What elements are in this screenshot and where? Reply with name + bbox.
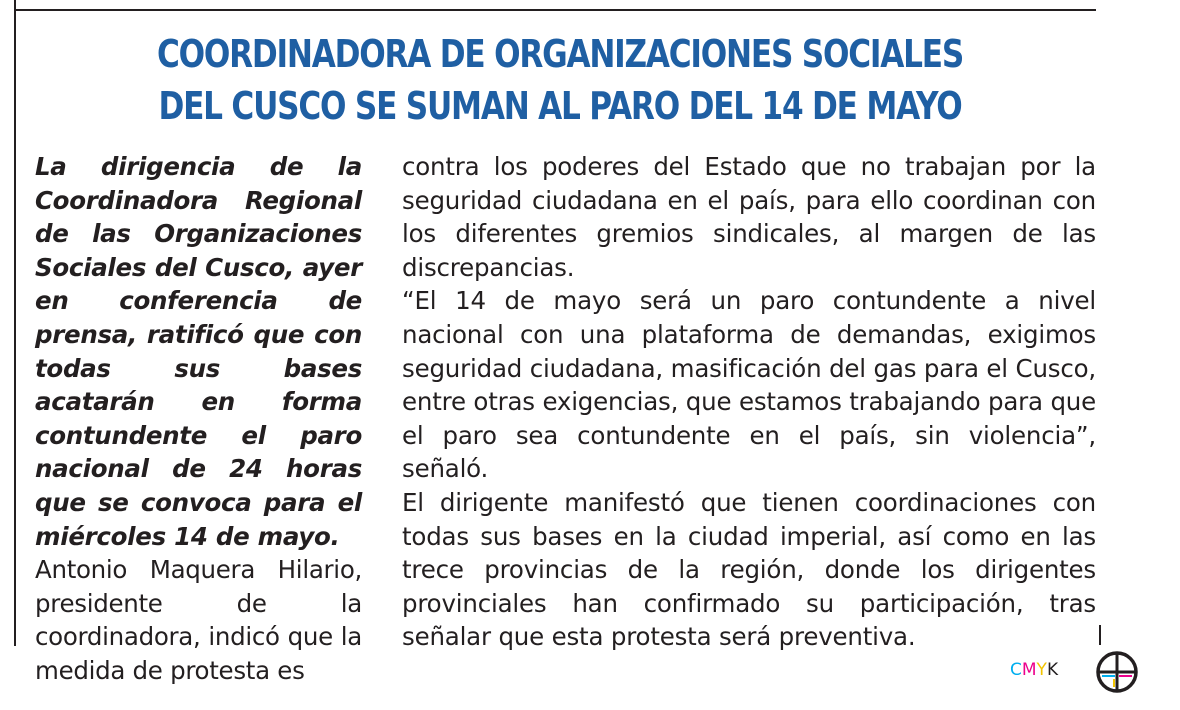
registration-mark-icon	[1094, 649, 1140, 695]
headline-line-1: COORDINADORA DE ORGANIZACIONES SOCIALES	[156, 32, 964, 76]
article-body-paragraph: El dirigente manifestó que tienen coordinaciones con todas sus bases en la ciudad imperial, así como en las trece provincias de la región, donde los dirigentes provinciales han confirmado su participación, tras señalar que esta protesta será preventiva.	[402, 487, 1096, 652]
top-border-rule	[14, 9, 1096, 11]
cmyk-k: K	[1046, 660, 1059, 680]
left-border-rule	[14, 0, 16, 646]
cmyk-c: C	[1010, 660, 1022, 680]
article-column-2	[402, 150, 1096, 654]
article-column-1	[35, 150, 362, 688]
article-body-paragraph: contra los poderes del Estado que no trabajan por la seguridad ciudadana en el país, para ello coordinan con los diferentes gremios sindicales, al margen de las discrepancias.	[402, 152, 1096, 282]
crop-tick-mark	[1099, 625, 1101, 645]
article-headline	[150, 28, 970, 132]
cmyk-m: M	[1021, 660, 1037, 680]
headline-line-2: DEL CUSCO SE SUMAN AL PARO DEL 14 DE MAYO	[158, 84, 962, 128]
article-lead: La dirigencia de la Coordinadora Regional de las Organizaciones Sociales del Cusco, ayer en conferencia de prensa, ratificó que con todas sus bases acatarán en forma contundente el paro nacional de 24 horas que se convoca para el miércoles 14 de mayo.	[35, 152, 362, 551]
cmyk-color-label	[1010, 660, 1058, 680]
cmyk-y: Y	[1036, 660, 1047, 680]
article-body-paragraph: Antonio Maquera Hilario, presidente de la coordinadora, indicó que la medida de protesta es	[35, 555, 362, 685]
article-quote-paragraph: “El 14 de mayo será un paro contundente a nivel nacional con una plataforma de demandas, exigimos seguridad ciudadana, masificación del gas para el Cusco, entre otras exigencias, que estamos trabajando para que el paro sea contundente en el país, sin violencia”, señaló.	[402, 286, 1096, 484]
